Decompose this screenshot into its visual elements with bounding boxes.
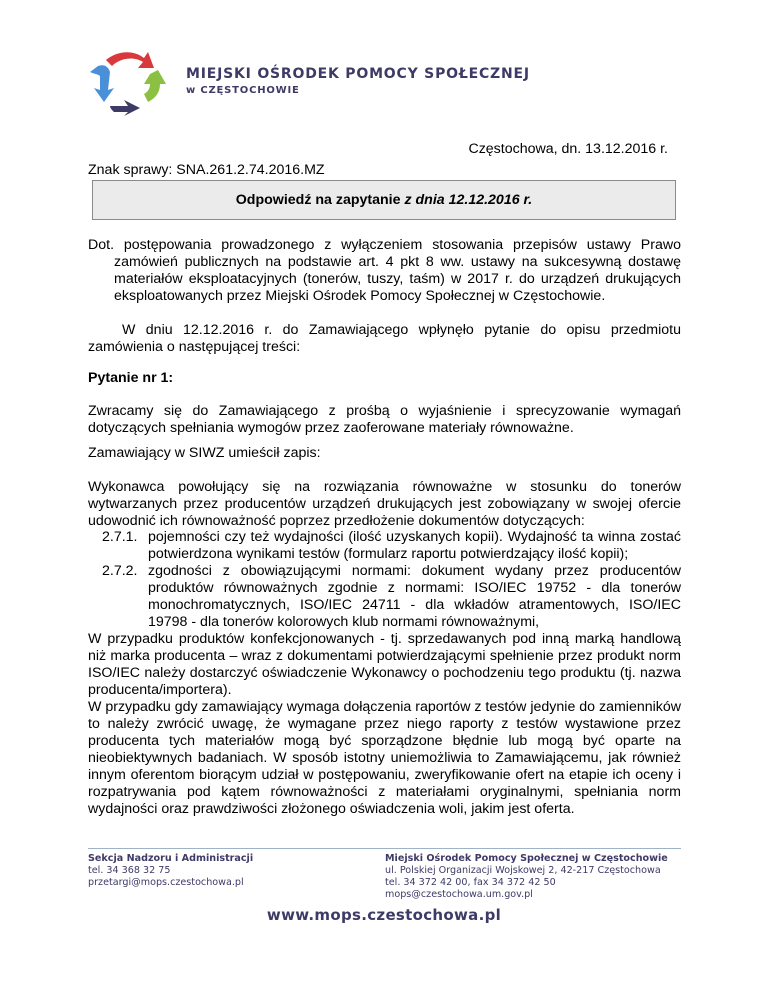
paragraph-1: Zwracamy się do Zamawiającego z prośbą o wyjaśnienie i sprecyzowanie wymagań dotyczących spełniania wymogów przez zaoferowane materiały równoważne. xyxy=(88,403,681,436)
footer-right-address: ul. Polskiej Organizacji Wojskowej 2, 42-217 Częstochowa xyxy=(385,865,661,876)
footer-left-phone: tel. 34 368 32 75 xyxy=(88,865,171,876)
footer-right xyxy=(385,853,668,901)
case-reference: Znak sprawy: SNA.261.2.74.2016.MZ xyxy=(88,162,325,178)
mops-logo-icon xyxy=(88,44,172,122)
footer-left-title: Sekcja Nadzoru i Administracji xyxy=(88,853,254,864)
footer-left xyxy=(88,853,253,889)
page-title: Odpowiedź na zapytanie z dnia 12.12.2016 r. xyxy=(235,192,533,208)
list-item-text: zgodności z obowiązującymi normami: dokument wydany przez producentów produktów równoważnych zgodnie z normami: ISO/IEC 19752 - dla tonerów monochromatycznych, ISO/IEC 24711 - dla wkładów atramentowych, ISO/IEC 19798 - dla tonerów kolorowych klub normami równoważnymi, xyxy=(148,563,681,630)
paragraph-2: Zamawiający w SIWZ umieścił zapis: xyxy=(88,445,321,461)
paragraph-4: W przypadku produktów konfekcjonowanych - tj. sprzedawanych pod inną marką handlową niż marka producenta – wraz z dokumentami potwierdzającymi spełnienie przez produkt norm ISO/IEC należy dostarczyć oświadczenie Wykonawcy o pochodzeniu tego produktu (tj. nazwa producenta/importera). xyxy=(88,631,681,698)
list-item xyxy=(88,529,681,563)
footer-right-email[interactable]: mops@czestochowa.um.gov.pl xyxy=(385,889,533,900)
question-heading: Pytanie nr 1: xyxy=(88,370,174,386)
list-item-number: 2.7.1. xyxy=(102,529,138,545)
title-box xyxy=(92,180,676,220)
footer-left-email[interactable]: przetargi@mops.czestochowa.pl xyxy=(88,877,244,888)
intro-paragraph: W dniu 12.12.2016 r. do Zamawiającego wpłynęło pytanie do opisu przedmiotu zamówienia o następującej treści: xyxy=(88,322,681,355)
footer-right-title: Miejski Ośrodek Pomocy Społecznej w Częstochowie xyxy=(385,853,668,864)
footer-divider xyxy=(88,848,681,849)
org-city: w CZĘSTOCHOWIE xyxy=(186,85,300,96)
subject-paragraph: Dot. postępowania prowadzonego z wyłączeniem stosowania przepisów ustawy Prawo zamówień publicznych na podstawie art. 4 pkt 8 ww. ustawy na sukcesywną dostawę materiałów eksploatacyjnych (tonerów, tuszy, taśm) w 2017 r. do urządzeń drukujących eksploatowanych przez Miejski Ośrodek Pomocy Społecznej w Częstochowie. xyxy=(88,237,681,304)
paragraph-3: Wykonawca powołujący się na rozwiązania równoważne w stosunku do tonerów wytwarzanych przez producentów urządzeń drukujących jest zobowiązany w swojej ofercie udowodnić ich równoważność poprzez przedłożenie dokumentów dotyczących: xyxy=(88,479,681,529)
website-link[interactable]: www.mops.czestochowa.pl xyxy=(266,906,502,924)
list-item-number: 2.7.2. xyxy=(102,563,138,579)
date-line: Częstochowa, dn. 13.12.2016 r. xyxy=(468,141,668,157)
list-item xyxy=(88,563,681,631)
footer-right-phone: tel. 34 372 42 00, fax 34 372 42 50 xyxy=(385,877,556,888)
list-item-text: pojemności czy też wydajności (ilość uzyskanych kopii). Wydajność ta winna zostać potwierdzona wynikami testów (formularz raportu potwierdzający ilość kopii); xyxy=(148,529,681,562)
paragraph-5: W przypadku gdy zamawiający wymaga dołączenia raportów z testów jedynie do zamienników to należy zwrócić uwagę, że wymagane przez niego raporty z testów wystawione przez producenta tych materiałów mogą być sporządzone błędnie lub mogą być oparte na nieobiektywnych badaniach. W sposób istotny uniemożliwia to Zamawiającemu, jak również innym oferentom biorącym udział w postępowaniu, zweryfikowanie ofert na etapie ich oceny i rozpatrywania pod kątem równoważności z materiałami oryginalnymi, spełniania norm wydajności oraz prawdziwości złożonego oświadczenia woli, jakim jest oferta. xyxy=(88,699,682,817)
org-name: MIEJSKI OŚRODEK POMOCY SPOŁECZNEJ xyxy=(186,66,530,82)
